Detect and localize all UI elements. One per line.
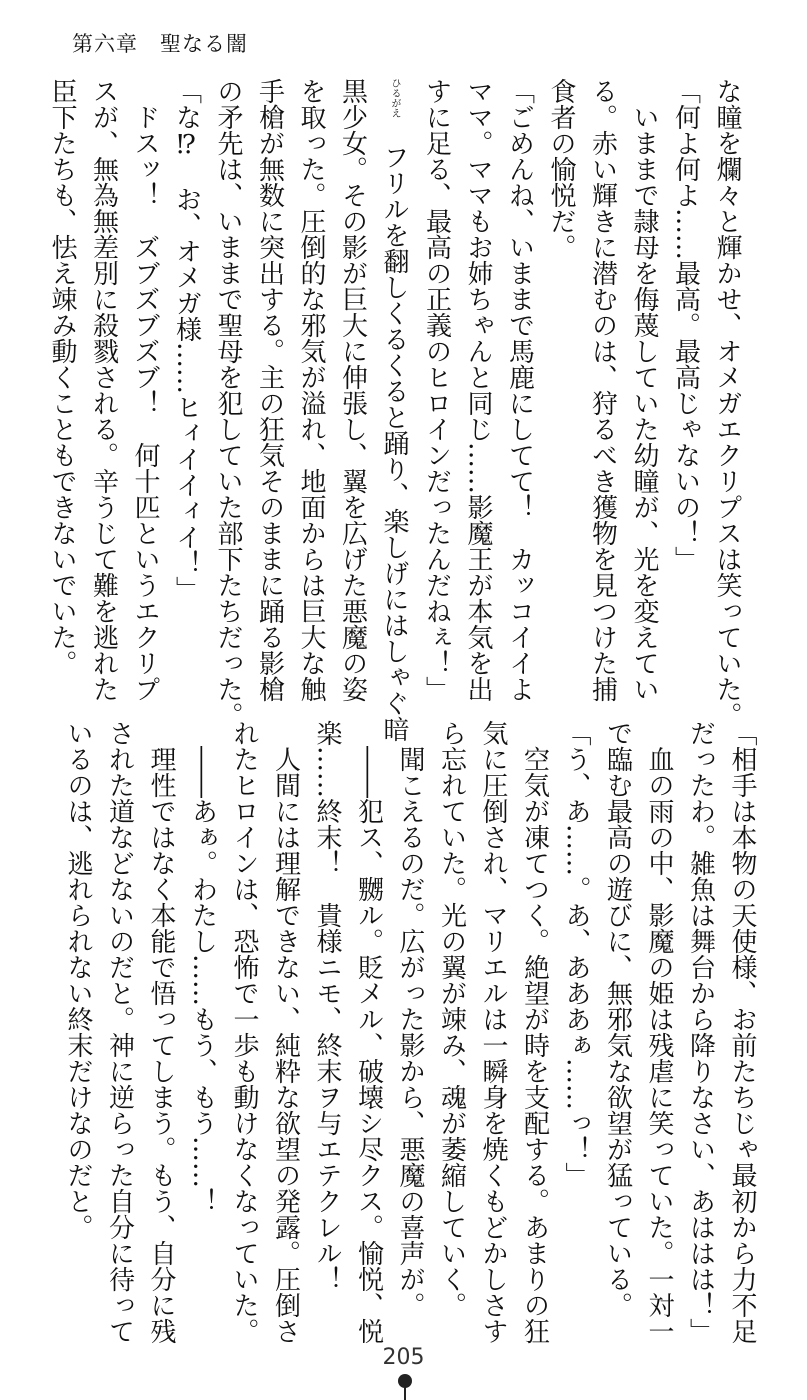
page-marker-stem (404, 1386, 406, 1400)
text-line: 気に圧倒され、マリエルは一瞬身を焼くもどかしさす (478, 720, 508, 1344)
text-line: の矛先は、いままで聖母を犯していた部下たちだった。 (213, 78, 243, 728)
text-line: いるのは、逃れられない終末だけなのだと。 (63, 720, 93, 1240)
text-line: だったわ。雑魚は舞台から降りなさい、あははは！」 (685, 720, 716, 1344)
text-line: ら忘れていた。光の翼が竦み、魂が萎縮していく。 (436, 720, 467, 1318)
text-line: 食者の愉悦だ。 (546, 78, 576, 260)
text-line: 血の雨の中、影魔の姫は残虐に笑っていた。一対一 (644, 720, 674, 1344)
text-line: 聞こえるのだ。広がった影から、悪魔の喜声が。 (395, 720, 425, 1318)
text-line: 臣下たちも、怯え竦み動くこともできないでいた。 (47, 78, 77, 676)
text-line: ママ。ママもお姉ちゃんと同じ……影魔王が本気を出 (463, 78, 493, 702)
text-line: ――あぁ。わたし……もう、もう……！ (187, 720, 218, 1214)
ruby-annotation: ひるがえ (389, 78, 400, 118)
text-line: フリルを翻しくるくると踊り、楽しげにはしゃぐ暗 (379, 118, 409, 742)
text-line: 「ごめんね、いままで馬鹿にしてて！ カッコイイよ (504, 78, 535, 702)
text-section-1 (47, 78, 747, 742)
text-line: 黒少女。その影が巨大に伸張し、翼を広げた悪魔の姿 (337, 78, 368, 702)
text-line: で臨む最高の遊びに、無邪気な欲望が猛っている。 (602, 720, 633, 1318)
text-line: いままで隷母を侮蔑していた幼瞳が、光を変えてい (629, 78, 659, 702)
text-line: 手槍が無数に突出する。主の狂気そのままに踊る影槍 (254, 78, 285, 702)
text-line: 楽……終末！ 貴様ニモ、終末ヲ与エテクレル！ (312, 720, 342, 1292)
page-number: 205 (382, 1345, 425, 1370)
text-line: 「う、あ……。あ、あああぁ……っ！」 (561, 720, 591, 1188)
text-line: 「何よ何よ……最高。最高じゃないの！」 (670, 78, 701, 572)
text-line: 空気が凍てつく。絶望が時を支配する。あまりの狂 (519, 720, 550, 1344)
text-line: る。赤い輝きに潜むのは、狩るべき獲物を見つけた捕 (587, 78, 618, 702)
text-line: れたヒロインは、恐怖で一歩も動けなくなっていた。 (229, 720, 259, 1344)
text-line-with-ruby (373, 78, 416, 742)
text-line: スが、無為無差別に殺戮される。辛うじて難を逃れた (88, 78, 119, 702)
text-line: 「な⁉ お、オメガ様……ヒィイイィイ！」 (171, 78, 202, 602)
text-line: 人間には理解できない、純粋な欲望の発露。圧倒さ (270, 720, 301, 1344)
text-line: すに足る、最高の正義のヒロインだったんだねぇ！」 (421, 78, 452, 702)
text-line: な瞳を爛々と輝かせ、オメガエクリプスは笑っていた。 (712, 78, 742, 728)
text-line: された道などないのだと。神に逆らった自分に待って (104, 720, 135, 1344)
text-line: 理性ではなく本能で悟ってしまう。もう、自分に残 (146, 720, 176, 1344)
chapter-header: 第六章 聖なる闇 (72, 32, 248, 56)
text-line: ドスッ！ ズブズブズブ！ 何十匹というエクリプ (130, 78, 160, 702)
text-line: ――犯ス、嬲ル。貶メル、破壊シ尽クス。愉悦、悦 (353, 720, 384, 1344)
text-line: を取った。圧倒的な邪気が溢れ、地面からは巨大な触 (296, 78, 326, 702)
text-line: 「相手は本物の天使様、お前たちじゃ最初から力不足 (727, 720, 757, 1344)
text-section-2 (62, 720, 762, 1344)
